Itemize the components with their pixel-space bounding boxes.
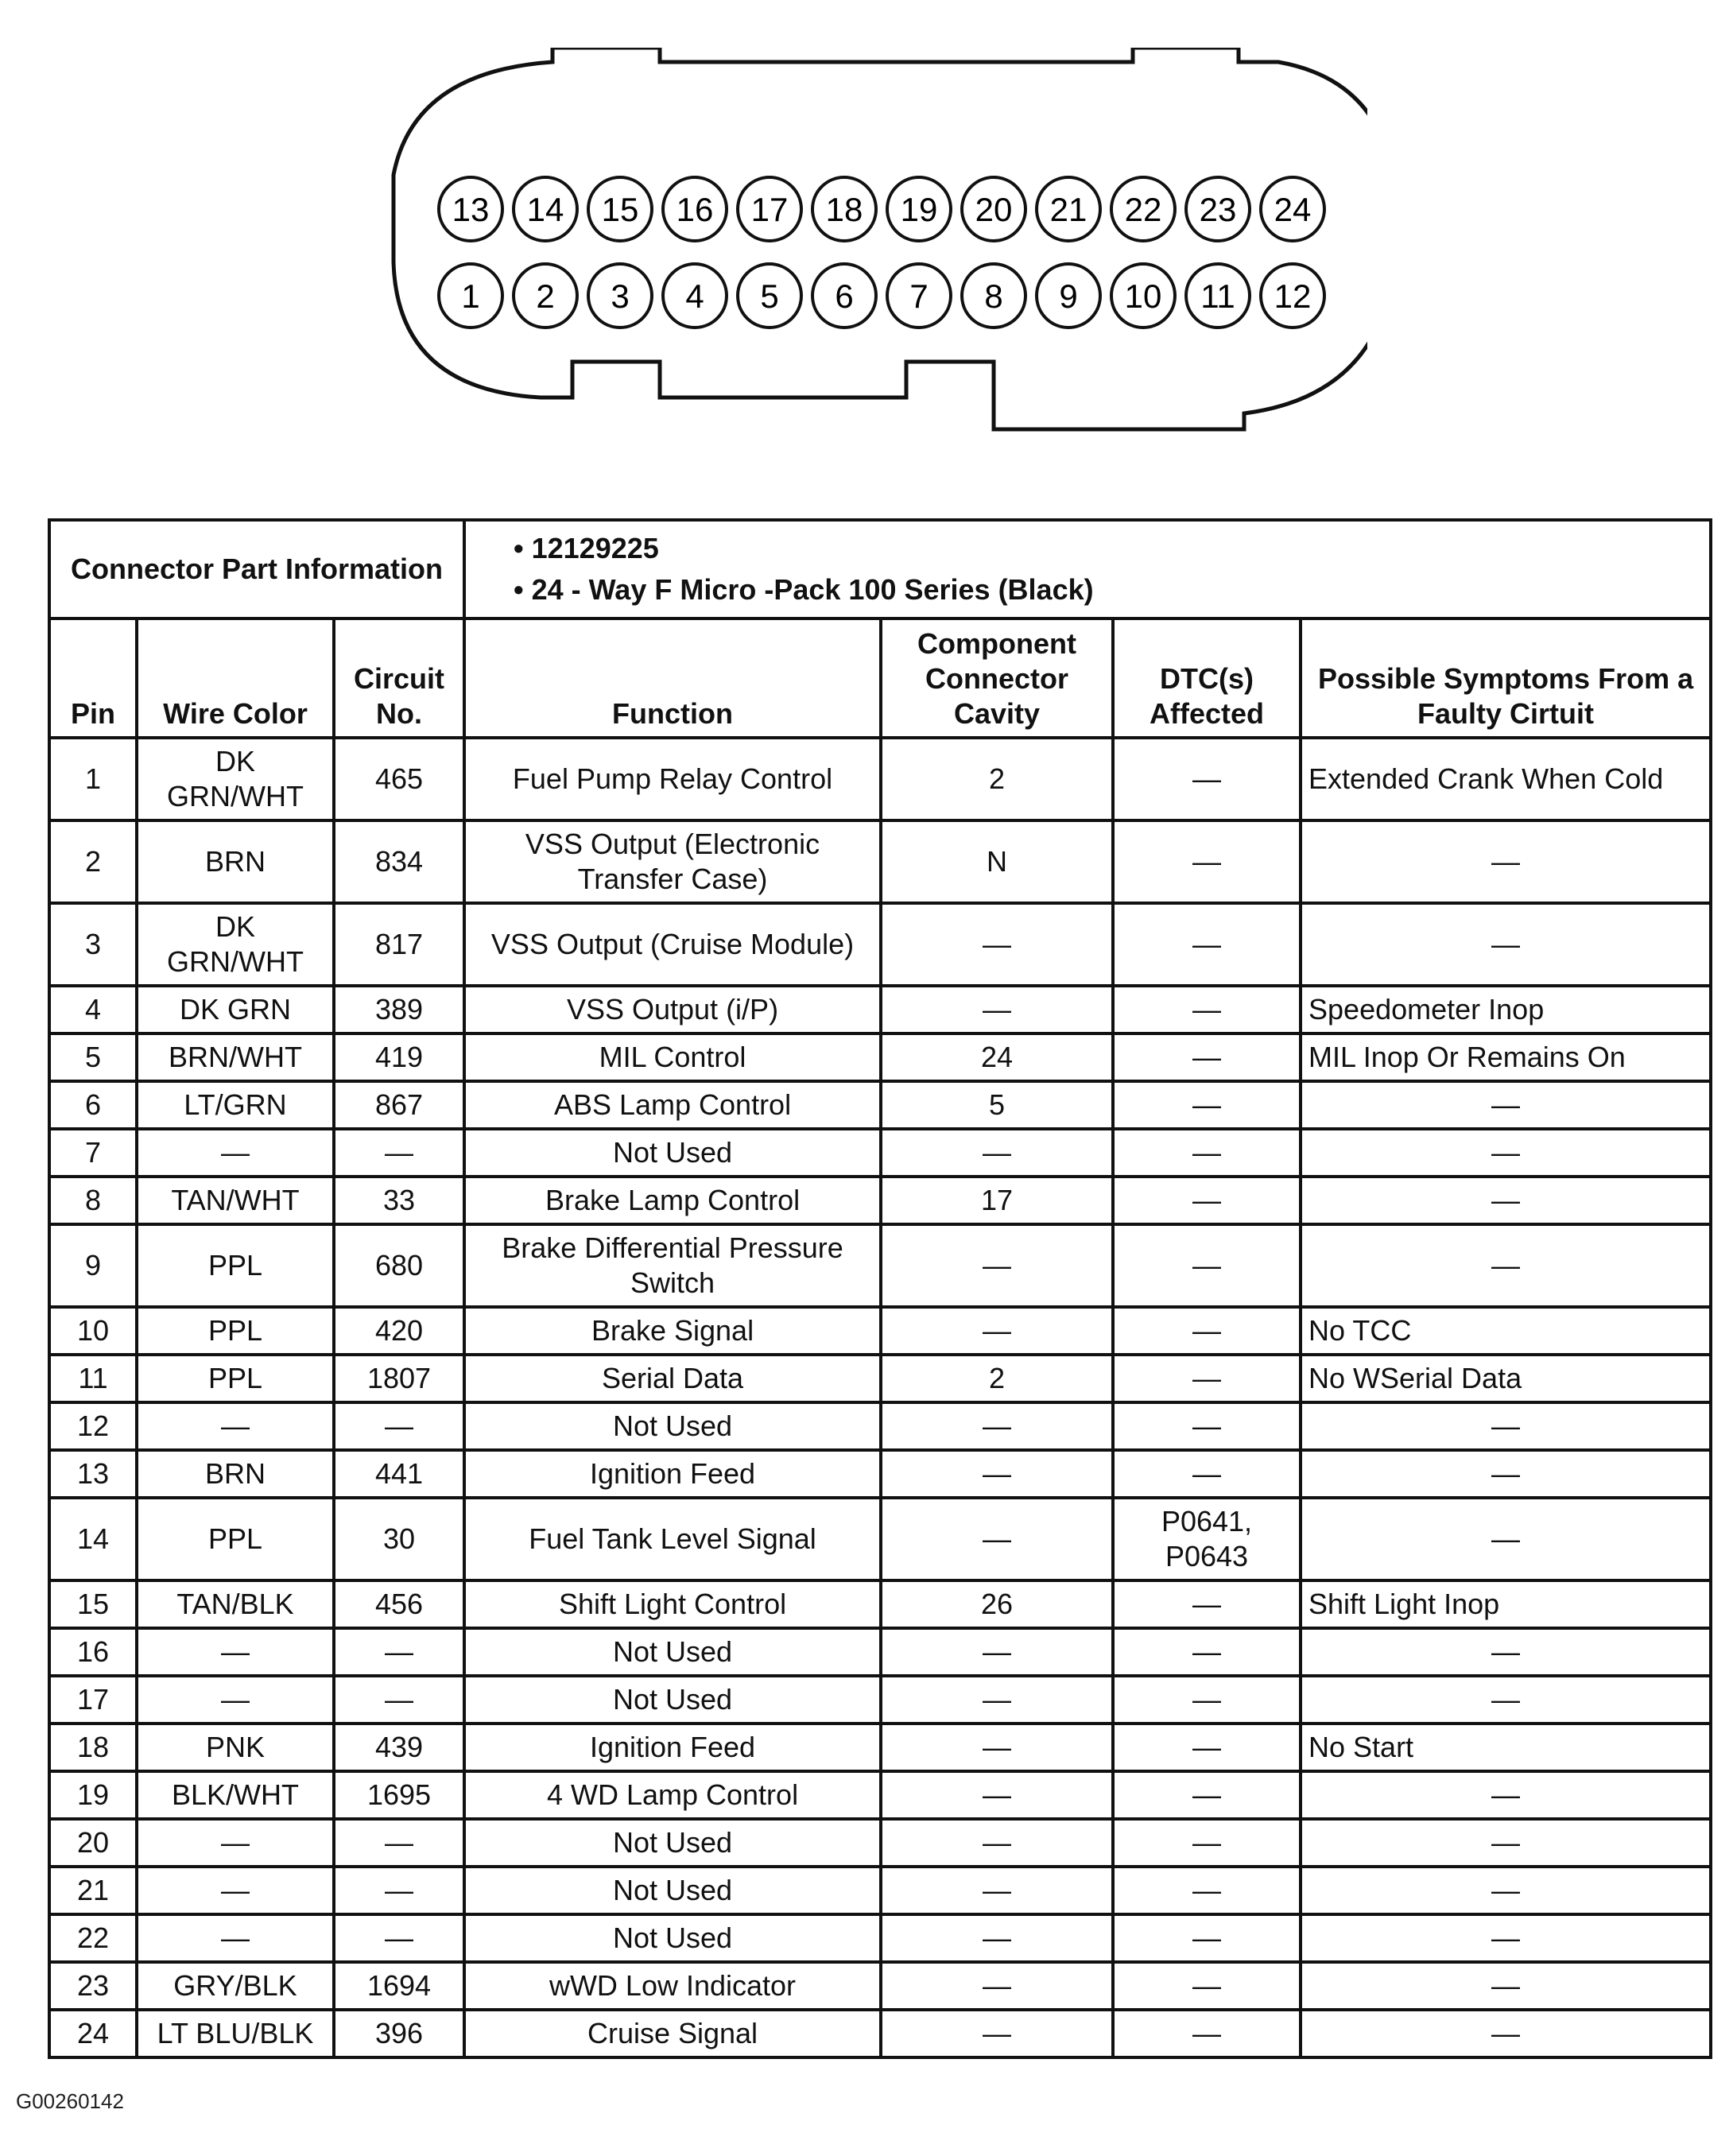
- function-cell: Not Used: [464, 1867, 881, 1914]
- symptom-cell: —: [1301, 1081, 1711, 1129]
- dtc-cell: P0641, P0643: [1113, 1498, 1301, 1580]
- symptom-cell: —: [1301, 1962, 1711, 2010]
- table-row: [49, 903, 1711, 986]
- wire-color-cell: BRN: [137, 820, 334, 903]
- cavity-cell: 24: [881, 1033, 1113, 1081]
- dtc-cell: —: [1113, 1129, 1301, 1177]
- dtc-cell: —: [1113, 1033, 1301, 1081]
- function-cell: MIL Control: [464, 1033, 881, 1081]
- function-cell: VSS Output (Electronic Transfer Case): [464, 820, 881, 903]
- connector-outline: [394, 48, 1367, 429]
- pin-number-label: 9: [1059, 277, 1078, 315]
- function-cell: Shift Light Control: [464, 1580, 881, 1628]
- table-row: [49, 1580, 1711, 1628]
- function-cell: VSS Output (Cruise Module): [464, 903, 881, 986]
- cavity-cell: —: [881, 1771, 1113, 1819]
- table-row: [49, 1676, 1711, 1724]
- table-row: [49, 1771, 1711, 1819]
- function-cell: Not Used: [464, 1402, 881, 1450]
- figure-id: G00260142: [16, 2089, 124, 2113]
- wire-color-cell: —: [137, 1129, 334, 1177]
- cavity-cell: —: [881, 1676, 1113, 1724]
- wire-color-cell: DK GRN: [137, 986, 334, 1033]
- circuit-cell: 396: [334, 2010, 464, 2057]
- circuit-cell: 456: [334, 1580, 464, 1628]
- pin-cell: 14: [49, 1498, 137, 1580]
- function-cell: Fuel Pump Relay Control: [464, 738, 881, 820]
- table-row: [49, 1450, 1711, 1498]
- table-row: [49, 1224, 1711, 1307]
- cavity-cell: —: [881, 1628, 1113, 1676]
- symptom-cell: Speedometer Inop: [1301, 986, 1711, 1033]
- function-cell: Not Used: [464, 1676, 881, 1724]
- connector-info-label: Connector Part Information: [49, 520, 464, 618]
- cavity-cell: —: [881, 1914, 1113, 1962]
- function-cell: Ignition Feed: [464, 1724, 881, 1771]
- pin-number-label: 13: [452, 191, 490, 228]
- pin-number-label: 24: [1274, 191, 1312, 228]
- circuit-cell: 680: [334, 1224, 464, 1307]
- pin-cell: 8: [49, 1177, 137, 1224]
- pin-number-label: 22: [1124, 191, 1162, 228]
- symptom-cell: —: [1301, 1676, 1711, 1724]
- pin-cell: 3: [49, 903, 137, 986]
- wire-color-cell: BRN/WHT: [137, 1033, 334, 1081]
- symptom-cell: —: [1301, 1129, 1711, 1177]
- cavity-cell: —: [881, 1129, 1113, 1177]
- pin-cell: 13: [49, 1450, 137, 1498]
- wire-color-cell: —: [137, 1867, 334, 1914]
- symptom-cell: —: [1301, 1402, 1711, 1450]
- table-row: [49, 1498, 1711, 1580]
- dtc-cell: —: [1113, 1914, 1301, 1962]
- dtc-cell: —: [1113, 1628, 1301, 1676]
- pin-cell: 19: [49, 1771, 137, 1819]
- wire-color-cell: PPL: [137, 1307, 334, 1355]
- pin-cell: 6: [49, 1081, 137, 1129]
- pin-cell: 17: [49, 1676, 137, 1724]
- circuit-cell: —: [334, 1867, 464, 1914]
- table-row: [49, 1402, 1711, 1450]
- dtc-cell: —: [1113, 903, 1301, 986]
- dtc-cell: —: [1113, 1962, 1301, 2010]
- function-cell: Brake Signal: [464, 1307, 881, 1355]
- symptom-cell: —: [1301, 1498, 1711, 1580]
- pin-cell: 4: [49, 986, 137, 1033]
- circuit-cell: 389: [334, 986, 464, 1033]
- function-cell: Not Used: [464, 1628, 881, 1676]
- wire-color-cell: —: [137, 1676, 334, 1724]
- pin-number-label: 19: [900, 191, 938, 228]
- symptom-cell: —: [1301, 1450, 1711, 1498]
- table-row: [49, 1033, 1711, 1081]
- function-cell: Not Used: [464, 1819, 881, 1867]
- dtc-cell: —: [1113, 2010, 1301, 2057]
- circuit-cell: 30: [334, 1498, 464, 1580]
- wire-color-cell: —: [137, 1628, 334, 1676]
- table-row: [49, 1307, 1711, 1355]
- wire-color-cell: PPL: [137, 1224, 334, 1307]
- cavity-cell: 26: [881, 1580, 1113, 1628]
- circuit-cell: 867: [334, 1081, 464, 1129]
- symptom-cell: —: [1301, 1914, 1711, 1962]
- connector-pin-grid: [439, 177, 1324, 328]
- pin-cell: 22: [49, 1914, 137, 1962]
- pin-cell: 2: [49, 820, 137, 903]
- cavity-cell: N: [881, 820, 1113, 903]
- dtc-cell: —: [1113, 820, 1301, 903]
- circuit-cell: 834: [334, 820, 464, 903]
- symptom-cell: —: [1301, 1867, 1711, 1914]
- function-cell: Brake Lamp Control: [464, 1177, 881, 1224]
- cavity-cell: —: [881, 986, 1113, 1033]
- table-row: [49, 1962, 1711, 2010]
- circuit-cell: 420: [334, 1307, 464, 1355]
- table-row: [49, 1129, 1711, 1177]
- dtc-cell: —: [1113, 1355, 1301, 1402]
- circuit-cell: 1695: [334, 1771, 464, 1819]
- dtc-cell: —: [1113, 1771, 1301, 1819]
- header-wire-color: Wire Color: [137, 618, 334, 738]
- wire-color-cell: TAN/BLK: [137, 1580, 334, 1628]
- connector-info-row: [49, 520, 1711, 618]
- pin-cell: 23: [49, 1962, 137, 2010]
- wire-color-cell: PPL: [137, 1355, 334, 1402]
- pin-number-label: 2: [536, 277, 555, 315]
- dtc-cell: —: [1113, 1724, 1301, 1771]
- pin-cell: 20: [49, 1819, 137, 1867]
- connector-pin-table: [48, 518, 1712, 2059]
- pin-number-label: 11: [1200, 277, 1235, 315]
- function-cell: Ignition Feed: [464, 1450, 881, 1498]
- pin-number-label: 23: [1199, 191, 1237, 228]
- table-row: [49, 738, 1711, 820]
- dtc-cell: —: [1113, 1177, 1301, 1224]
- dtc-cell: —: [1113, 1676, 1301, 1724]
- dtc-cell: —: [1113, 1402, 1301, 1450]
- function-cell: 4 WD Lamp Control: [464, 1771, 881, 1819]
- pin-cell: 1: [49, 738, 137, 820]
- circuit-cell: 441: [334, 1450, 464, 1498]
- pin-cell: 12: [49, 1402, 137, 1450]
- function-cell: Serial Data: [464, 1355, 881, 1402]
- cavity-cell: —: [881, 1867, 1113, 1914]
- circuit-cell: 465: [334, 738, 464, 820]
- pin-number-label: 6: [835, 277, 854, 315]
- pin-cell: 16: [49, 1628, 137, 1676]
- cavity-cell: —: [881, 1819, 1113, 1867]
- header-pin: Pin: [49, 618, 137, 738]
- circuit-cell: —: [334, 1676, 464, 1724]
- cavity-cell: —: [881, 2010, 1113, 2057]
- symptom-cell: —: [1301, 820, 1711, 903]
- pin-cell: 7: [49, 1129, 137, 1177]
- pin-number-label: 3: [611, 277, 630, 315]
- function-cell: wWD Low Indicator: [464, 1962, 881, 2010]
- pin-cell: 24: [49, 2010, 137, 2057]
- wire-color-cell: BRN: [137, 1450, 334, 1498]
- table-row: [49, 1819, 1711, 1867]
- circuit-cell: —: [334, 1914, 464, 1962]
- connector-diagram: [382, 48, 1367, 501]
- symptom-cell: —: [1301, 1628, 1711, 1676]
- function-cell: VSS Output (i/P): [464, 986, 881, 1033]
- table-row: [49, 1914, 1711, 1962]
- pin-number-label: 17: [750, 191, 789, 228]
- cavity-cell: —: [881, 903, 1113, 986]
- circuit-cell: —: [334, 1628, 464, 1676]
- circuit-cell: 419: [334, 1033, 464, 1081]
- cavity-cell: —: [881, 1307, 1113, 1355]
- pin-number-label: 16: [676, 191, 714, 228]
- wire-color-cell: TAN/WHT: [137, 1177, 334, 1224]
- symptom-cell: —: [1301, 2010, 1711, 2057]
- cavity-cell: —: [881, 1224, 1113, 1307]
- pin-number-label: 14: [526, 191, 564, 228]
- header-cavity: Component Connector Cavity: [881, 618, 1113, 738]
- function-cell: Not Used: [464, 1129, 881, 1177]
- circuit-cell: —: [334, 1402, 464, 1450]
- pin-number-label: 10: [1124, 277, 1162, 315]
- table-row: [49, 986, 1711, 1033]
- symptom-cell: —: [1301, 1177, 1711, 1224]
- wire-color-cell: LT BLU/BLK: [137, 2010, 334, 2057]
- pin-cell: 10: [49, 1307, 137, 1355]
- pin-number-label: 20: [975, 191, 1013, 228]
- pin-cell: 18: [49, 1724, 137, 1771]
- dtc-cell: —: [1113, 1580, 1301, 1628]
- header-symptoms: Possible Symptoms From a Faulty Cirtuit: [1301, 618, 1711, 738]
- circuit-cell: —: [334, 1819, 464, 1867]
- pin-number-label: 18: [825, 191, 863, 228]
- table-row: [49, 1177, 1711, 1224]
- function-cell: Not Used: [464, 1914, 881, 1962]
- table-body: [49, 738, 1711, 2057]
- connector-type: • 24 - Way F Micro -Pack 100 Series (Black): [514, 573, 1094, 606]
- pin-cell: 21: [49, 1867, 137, 1914]
- symptom-cell: MIL Inop Or Remains On: [1301, 1033, 1711, 1081]
- dtc-cell: —: [1113, 1450, 1301, 1498]
- circuit-cell: —: [334, 1129, 464, 1177]
- header-function: Function: [464, 618, 881, 738]
- table-row: [49, 1081, 1711, 1129]
- pin-number-label: 1: [461, 277, 480, 315]
- cavity-cell: —: [881, 1402, 1113, 1450]
- wire-color-cell: PPL: [137, 1498, 334, 1580]
- table-row: [49, 1867, 1711, 1914]
- symptom-cell: —: [1301, 1819, 1711, 1867]
- cavity-cell: 5: [881, 1081, 1113, 1129]
- circuit-cell: 1807: [334, 1355, 464, 1402]
- dtc-cell: —: [1113, 738, 1301, 820]
- symptom-cell: No TCC: [1301, 1307, 1711, 1355]
- dtc-cell: —: [1113, 1819, 1301, 1867]
- pin-number-label: 15: [601, 191, 639, 228]
- table-row: [49, 1628, 1711, 1676]
- cavity-cell: —: [881, 1724, 1113, 1771]
- symptom-cell: No WSerial Data: [1301, 1355, 1711, 1402]
- table-row: [49, 1724, 1711, 1771]
- symptom-cell: —: [1301, 1771, 1711, 1819]
- wire-color-cell: —: [137, 1914, 334, 1962]
- wire-color-cell: PNK: [137, 1724, 334, 1771]
- table-row: [49, 1355, 1711, 1402]
- header-dtc: DTC(s) Affected: [1113, 618, 1301, 738]
- symptom-cell: Extended Crank When Cold: [1301, 738, 1711, 820]
- pin-number-label: 21: [1049, 191, 1087, 228]
- pin-number-label: 12: [1274, 277, 1312, 315]
- circuit-cell: 33: [334, 1177, 464, 1224]
- dtc-cell: —: [1113, 1081, 1301, 1129]
- pin-number-label: 8: [984, 277, 1003, 315]
- symptom-cell: No Start: [1301, 1724, 1711, 1771]
- function-cell: Fuel Tank Level Signal: [464, 1498, 881, 1580]
- cavity-cell: —: [881, 1962, 1113, 2010]
- circuit-cell: 439: [334, 1724, 464, 1771]
- wire-color-cell: LT/GRN: [137, 1081, 334, 1129]
- header-row: [49, 618, 1711, 738]
- wire-color-cell: —: [137, 1819, 334, 1867]
- dtc-cell: —: [1113, 1307, 1301, 1355]
- wire-color-cell: —: [137, 1402, 334, 1450]
- symptom-cell: Shift Light Inop: [1301, 1580, 1711, 1628]
- cavity-cell: —: [881, 1498, 1113, 1580]
- cavity-cell: 17: [881, 1177, 1113, 1224]
- header-circuit: Circuit No.: [334, 618, 464, 738]
- pin-cell: 15: [49, 1580, 137, 1628]
- cavity-cell: 2: [881, 1355, 1113, 1402]
- table-row: [49, 820, 1711, 903]
- part-number: • 12129225: [514, 532, 659, 564]
- wire-color-cell: BLK/WHT: [137, 1771, 334, 1819]
- symptom-cell: —: [1301, 1224, 1711, 1307]
- pin-number-label: 4: [685, 277, 704, 315]
- pin-number-label: 7: [909, 277, 929, 315]
- table-row: [49, 2010, 1711, 2057]
- wire-color-cell: DK GRN/WHT: [137, 738, 334, 820]
- cavity-cell: —: [881, 1450, 1113, 1498]
- dtc-cell: —: [1113, 1224, 1301, 1307]
- symptom-cell: —: [1301, 903, 1711, 986]
- pin-cell: 11: [49, 1355, 137, 1402]
- pin-cell: 5: [49, 1033, 137, 1081]
- function-cell: ABS Lamp Control: [464, 1081, 881, 1129]
- pin-cell: 9: [49, 1224, 137, 1307]
- function-cell: Cruise Signal: [464, 2010, 881, 2057]
- dtc-cell: —: [1113, 986, 1301, 1033]
- circuit-cell: 1694: [334, 1962, 464, 2010]
- connector-info-values: [464, 520, 1711, 618]
- dtc-cell: —: [1113, 1867, 1301, 1914]
- pin-number-label: 5: [760, 277, 779, 315]
- wire-color-cell: DK GRN/WHT: [137, 903, 334, 986]
- function-cell: Brake Differential Pressure Switch: [464, 1224, 881, 1307]
- cavity-cell: 2: [881, 738, 1113, 820]
- circuit-cell: 817: [334, 903, 464, 986]
- wire-color-cell: GRY/BLK: [137, 1962, 334, 2010]
